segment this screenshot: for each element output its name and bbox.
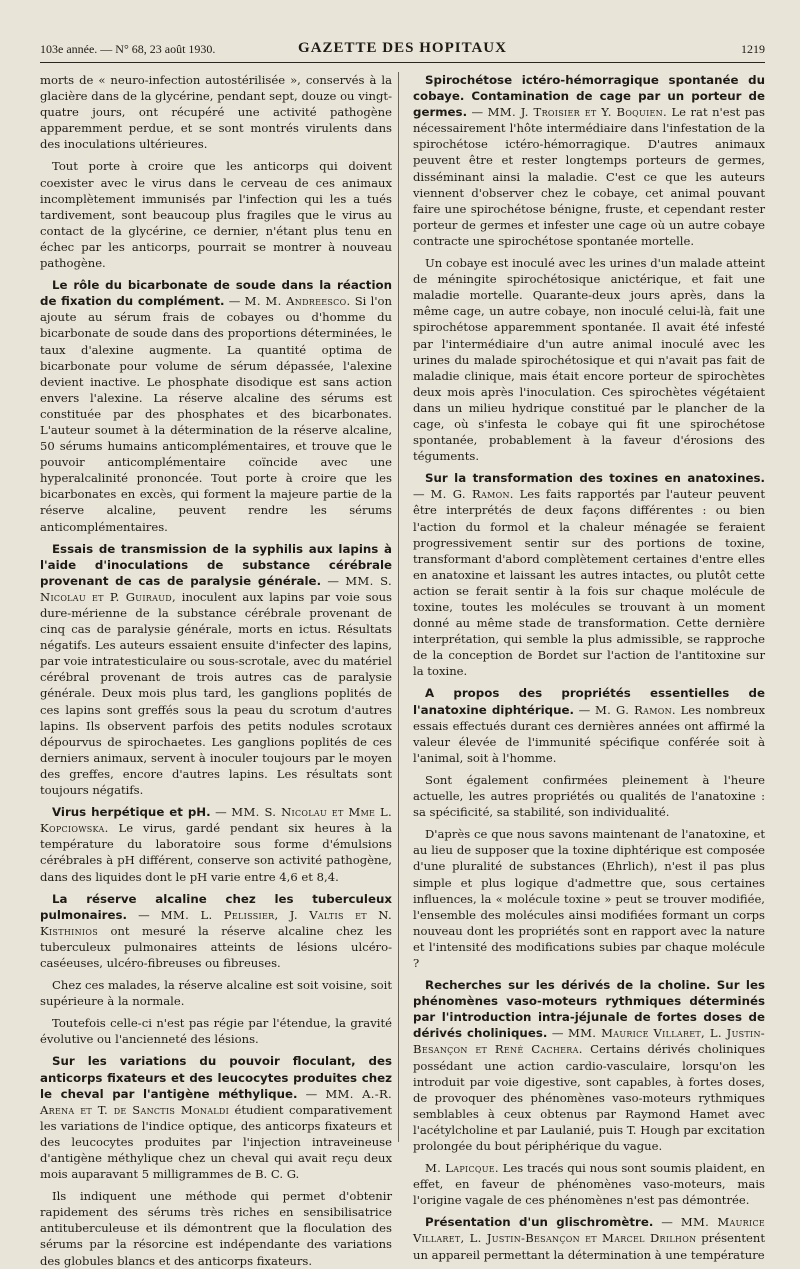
article-body: Certains dérivés choliniques possédant une action cardio-vasculaire, lorsqu'on les introduit par voie digestive, sont capables, à fortes doses, de provoquer des phénomènes vaso-moteurs rythmiques semblables à ceux obtenus par Raymond Hamet avec l'acétylcholine et par Laulanié, puis T. Hough par excitation prolongée du bout périphérique du vague.: [413, 1042, 766, 1153]
article-title: Sur la transformation des toxines en anatoxines.: [425, 471, 765, 486]
article-body: morts de « neuro-infection autostérilisée », conservés à la glacière dans de la glycérine, pendant sept, douze ou vingt-quatre jours, ont récupéré une activité pathogène apparemment perdue, et se sont montrés virulents dans des inoculations ultérieures.: [40, 73, 392, 152]
article-paragraph: [40, 158, 392, 271]
article-paragraph: [413, 826, 765, 971]
article-paragraph: [413, 255, 765, 464]
article-body: présentent un appareil permettant la détermination à une température: [413, 1231, 765, 1262]
article-body: Toutefois celle-ci n'est pas régie par l'étendue, la gravité évolutive ou l'ancienneté des lésions.: [40, 1016, 392, 1047]
article-paragraph: [40, 977, 392, 1009]
article-authors: M. G. Ramon.: [594, 702, 676, 717]
article-authors: MM. Maurice Villaret, L. Justin-Besançon et René Cachera.: [413, 1026, 766, 1057]
article-paragraph: Recherches sur les dérivés de la choline. Sur les phénomènes vaso-moteurs rythmiques déterminés par l'introduction intra-jéjunale de fortes doses de dérivés choliniques. — MM. Maurice Villaret, L. Justin-Besançon et René Cachera. Certains dérivés choliniques possédant une action cardio-vasculaire, lorsqu'on les introduit par voie digestive, sont capables, à fortes doses, de provoquer des phénomènes vaso-moteurs rythmiques semblables à ceux obtenus par Raymond Hamet avec l'acétylcholine et par Laulanié, puis T. Hough par excitation prolongée du bout périphérique du vague.: [413, 978, 766, 1153]
article-paragraph: La réserve alcaline chez les tuberculeux pulmonaires. — MM. L. Pelissier, J. Valtis et N. Kisthinios ont mesuré la réserve alcaline chez les tuberculeux pulmonaires atteints de lésions ulcéro-caséeuses, ulcéro-fibreuses ou fibreuses.: [40, 891, 392, 970]
article-body: D'après ce que nous savons maintenant de l'anatoxine, et au lieu de supposer que la toxine diphtérique est composée d'une pluralité de substances (Ehrlich), n'est il pas plus simple et plus logique d'admettre que, sous certaines influences, la « molécule toxine » peut se trouver modifiée, l'ensemble des molécules ainsi modifiées formant un corps nouveau dont les propriétés sont en rapport avec la nature et l'intensité des modifications subies par chaque molécule ?: [413, 827, 765, 970]
article-authors: MM. J. Troisier et Y. Boquien.: [487, 105, 667, 120]
article-title: Sur les variations du pouvoir floculant, des anticorps fixateurs et des leucocytes produites chez le cheval par l'antigène méthylique.: [40, 1054, 392, 1101]
article-body: Le virus, gardé pendant six heures à la température du laboratoire sous forme d'émulsions cérébrales à pH différent, conserve son activité pathogène, dans des liquides dont le pH varie entre 4,6 et 8,4.: [40, 821, 392, 884]
article-body: ont mesuré la réserve alcaline chez les tuberculeux pulmonaires atteints de lésions ulcéro-caséeuses, ulcéro-fibreuses ou fibreuses.: [40, 923, 392, 970]
article-authors: M. M. Andreesco.: [244, 294, 351, 309]
article-authors: MM. L. Pelissier, J. Valtis et N. Kisthinios: [40, 907, 392, 938]
article-authors: M. Lapicque.: [425, 1161, 499, 1176]
article-body: Le rat n'est pas nécessairement l'hôte intermédiaire dans l'infestation de la spirochétose ictéro-hémorragique. D'autres animaux peuvent être et rester longtemps porteurs de germes, disséminant ainsi la maladie. C'est ce que les auteurs viennent d'observer chez le cobaye, cet animal pouvant faire une spirochétose bénigne, fruste, et cependant rester porteur de germes et infester une cage où un autre cobaye contracte une spirochétose spontanée mortelle.: [413, 105, 765, 248]
article-authors: MM. S. Nicolau et P. Guiraud,: [40, 573, 392, 604]
article-paragraph: [413, 772, 765, 820]
right-column: [413, 72, 766, 1262]
article-paragraph: [40, 72, 392, 152]
issue-info: 103e année. — N° 68, 23 août 1930.: [40, 42, 216, 56]
article-body: Les tracés qui nous sont soumis plaident, en effet, en faveur de phénomènes vaso-moteurs, mais l'origine vagale de ces phénomènes n'est pas démontrée.: [413, 1161, 766, 1208]
article-paragraph: Présentation d'un glischromètre. — MM. Maurice Villaret, L. Justin-Besançon et Marcel Drilhon présentent un appareil permettant la détermination à une température: [413, 1215, 766, 1262]
article-body: Les nombreux essais effectués durant ces dernières années ont affirmé la valeur élevée de l'immunité spécifique conférée soit à l'animal, soit à l'homme.: [413, 702, 766, 765]
journal-title: GAZETTE DES HOPITAUX: [298, 40, 507, 56]
article-paragraph: [413, 1160, 765, 1208]
article-body: Tout porte à croire que les anticorps qui doivent coexister avec le virus dans le cerveau de ces animaux incomplètement immunisés par l'infection qui les a tués tardivement, sont beaucoup plus fragiles que le virus au contact de la glycérine, ce dernier, n'étant plus tenu en échec par les anticorps, pourrait se montrer à nouveau pathogène.: [40, 159, 392, 271]
article-body: Chez ces malades, la réserve alcaline est soit voisine, soit supérieure à la normale.: [40, 978, 392, 1009]
article-title: Le rôle du bicarbonate de soude dans la réaction de fixation du complément.: [40, 278, 392, 309]
article-title: Essais de transmission de la syphilis aux lapins à l'aide d'inoculations de substance cérébrale provenant de cas de paralysie générale.: [40, 541, 392, 588]
article-title: Spirochétose ictéro-hémorragique spontanée du cobaye. Contamination de cage par un porteur de germes.: [413, 73, 765, 120]
article-authors: M. G. Ramon.: [430, 487, 514, 502]
article-body: Si l'on ajoute au sérum frais de cobayes ou d'homme du bicarbonate de soude dans des proportions déterminées, le taux d'alexine augmente. La quantité optima de bicarbonate pour volume de sérum dépassée, l'alexine devient inactive. Le phosphate disodique est sans action envers l'alexine. La réserve alcaline des sérums est constituée par des phosphates et des bicarbonates. L'auteur soumet à la détermination de la réserve alcaline, 50 sérums humains anticomplémentaires, et trouve que le pouvoir anticomplémentaire coïncide avec une hyperalcalinité prononcée. Tout porte à croire que les bicarbonates en excès, qui forment la majeure partie de la réserve alcaline, peuvent rendre les sérums anticomplémentaires.: [40, 294, 392, 534]
article-body: Les faits rapportés par l'auteur peuvent être interprétés de deux façons différentes : ou bien l'action du formol et la chaleur ménagée se feraient progressivement sentir sur des portions de toxine, transformant d'abord complètement certaines d'entre elles en anatoxine et laissant les autres intactes, ou plutôt cette action se ferait sentir à la fois sur chaque molécule de toxine, toutes les molécules se trouvant à un moment donné au même stade de transformation. Cette dernière interprétation, qui semble la plus admissible, se rapproche de la conception de Bordet sur l'action de l'antitoxine sur la toxine.: [413, 487, 766, 679]
article-authors: MM. A.-R. Arena et T. de Sanctis Monaldi: [40, 1086, 392, 1117]
column-divider: [398, 72, 399, 1142]
article-paragraph: Sur la transformation des toxines en anatoxines. — M. G. Ramon. Les faits rapportés par l'auteur peuvent être interprétés de deux façons différentes : ou bien l'action du formol et la chaleur ménagée se feraient progressivement sentir sur des portions de toxine, transformant d'abord complètement certaines d'entre elles en anatoxine et laissant les autres intactes, ou plutôt cette action se ferait sentir à la fois sur chaque molécule de toxine, toutes les molécules se trouvant à un moment donné au même stade de transformation. Cette dernière interprétation, qui semble la plus admissible, se rapproche de la conception de Bordet sur l'action de l'antitoxine sur la toxine.: [413, 471, 766, 679]
article-body: Ils indiquent une méthode qui permet d'obtenir rapidement des sérums très riches en sensibilisatrice antituberculeuse et ils démontrent que la floculation des sérums par la résorcine est indépendante des variations des globules blancs et des anticorps fixateurs.: [40, 1189, 392, 1268]
article-authors: MM. S. Nicolau et Mme L. Kopciowska.: [40, 805, 393, 836]
article-paragraph: Spirochétose ictéro-hémorragique spontanée du cobaye. Contamination de cage par un porteur de germes. — MM. J. Troisier et Y. Boquien. Le rat n'est pas nécessairement l'hôte intermédiaire dans l'infestation de la spirochétose ictéro-hémorragique. D'autres animaux peuvent être et rester longtemps porteurs de germes, disséminant ainsi la maladie. C'est ce que les auteurs viennent d'observer chez le cobaye, cet animal pouvant faire une spirochétose bénigne, fruste, et cependant rester porteur de germes et infester une cage où un autre cobaye contracte une spirochétose spontanée mortelle.: [413, 73, 765, 248]
article-paragraph: Essais de transmission de la syphilis aux lapins à l'aide d'inoculations de substance cérébrale provenant de cas de paralysie générale. — MM. S. Nicolau et P. Guiraud, inoculent aux lapins par voie sous dure-mérienne de la substance cérébrale provenant de cinq cas de paralysie générale, morts en ictus. Résultats négatifs. Les auteurs essaient ensuite d'infecter des lapins, par voie intratesticulaire ou sous-scrotale, avec du matériel cérébral provenant de trois autres cas de paralysie générale. Deux mois plus tard, les ganglions poplités de ces lapins sont greffés sous la peau du scrotum d'autres lapins. Ils observent parfois des petits nodules scrotaux dépourvus de spirochaetes. Les ganglions poplités de ces derniers animaux, servent à inoculer toujours par le moyen des greffes, encore d'autres lapins. Les résultats sont toujours négatifs.: [40, 541, 392, 798]
article-title: A propos des propriétés essentielles de l'anatoxine diphtérique.: [413, 686, 765, 717]
article-body: Un cobaye est inoculé avec les urines d'un malade atteint de méningite spirochétosique anictérique, et fait une maladie mortelle. Quarante-deux jours après, dans la même cage, un autre cobaye, non inoculé celui-là, fait une spirochétose apparemment spontanée. Il avait été infesté par l'intermédiaire d'un autre animal inoculé avec les urines du malade spirochétosique et qui n'avait pas fait de maladie clinique, mais était encore porteur de spirochètes deux mois après l'inoculation. Ces spirochètes végétaient dans un milieu hydrique constitué par le plancher de la cage, où s'infesta le cobaye qui fit une spirochétose spontanée, probablement à la faveur d'érosions des téguments.: [413, 256, 765, 464]
article-body: inoculent aux lapins par voie sous dure-mérienne de la substance cérébrale provenant de cinq cas de paralysie générale, morts en ictus. Résultats négatifs. Les auteurs essaient ensuite d'infecter des lapins, par voie intratesticulaire ou sous-scrotale, avec du matériel cérébral provenant de trois autres cas de paralysie générale. Deux mois plus tard, les ganglions poplités de ces lapins sont greffés sous la peau du scrotum d'autres lapins. Ils observent parfois des petits nodules scrotaux dépourvus de spirochaetes. Les ganglions poplités de ces derniers animaux, servent à inoculer toujours par le moyen des greffes, encore d'autres lapins. Les résultats sont toujours négatifs.: [40, 589, 392, 798]
page-header: [40, 40, 765, 63]
article-title: Recherches sur les dérivés de la choline. Sur les phénomènes vaso-moteurs rythmiques déterminés par l'introduction intra-jéjunale de fortes doses de dérivés choliniques.: [413, 978, 765, 1041]
article-paragraph: A propos des propriétés essentielles de l'anatoxine diphtérique. — M. G. Ramon. Les nombreux essais effectués durant ces dernières années ont affirmé la valeur élevée de l'immunité spécifique conférée soit à l'animal, soit à l'homme.: [413, 686, 766, 765]
article-title: La réserve alcaline chez les tuberculeux pulmonaires.: [40, 891, 392, 922]
article-title: Virus herpétique et pH.: [52, 805, 211, 820]
article-title: Présentation d'un glischromètre.: [425, 1215, 654, 1230]
article-authors: MM. Maurice Villaret, L. Justin-Besançon et Marcel Drilhon: [413, 1215, 766, 1246]
article-body: Sont également confirmées pleinement à l'heure actuelle, les autres propriétés ou qualités de l'anatoxine : sa spécificité, sa stabilité, son individualité.: [413, 772, 765, 820]
left-column: [40, 72, 393, 1268]
article-paragraph: [40, 1015, 392, 1047]
article-paragraph: [40, 1188, 392, 1268]
article-body: étudient comparativement les variations de l'indice optique, des anticorps fixateurs et des leucocytes produites par l'injection intraveineuse d'antigène méthylique chez un cheval qui avait reçu deux mois auparavant 5 milligrammes de B. C. G.: [40, 1102, 393, 1182]
article-paragraph: Sur les variations du pouvoir floculant, des anticorps fixateurs et des leucocytes produites chez le cheval par l'antigène méthylique. — MM. A.-R. Arena et T. de Sanctis Monaldi étudient comparativement les variations de l'indice optique, des anticorps fixateurs et des leucocytes produites par l'injection intraveineuse d'antigène méthylique chez un cheval qui avait reçu deux mois auparavant 5 milligrammes de B. C. G.: [40, 1054, 393, 1182]
article-paragraph: Le rôle du bicarbonate de soude dans la réaction de fixation du complément. — M. M. Andreesco. Si l'on ajoute au sérum frais de cobayes ou d'homme du bicarbonate de soude dans des proportions déterminées, le taux d'alexine augmente. La quantité optima de bicarbonate pour volume de sérum dépassée, l'alexine devient inactive. Le phosphate disodique est sans action envers l'alexine. La réserve alcaline des sérums est constituée par des phosphates et des bicarbonates. L'auteur soumet à la détermination de la réserve alcaline, 50 sérums humains anticomplémentaires, et trouve que le pouvoir anticomplémentaire coïncide avec une hyperalcalinité prononcée. Tout porte à croire que les bicarbonates en excès, qui forment la majeure partie de la réserve alcaline, peuvent rendre les sérums anticomplémentaires.: [40, 278, 392, 534]
page-number: 1219: [741, 42, 765, 56]
article-paragraph: Virus herpétique et pH. — MM. S. Nicolau et Mme L. Kopciowska. Le virus, gardé pendant six heures à la température du laboratoire sous forme d'émulsions cérébrales à pH différent, conserve son activité pathogène, dans des liquides dont le pH varie entre 4,6 et 8,4.: [40, 805, 393, 884]
